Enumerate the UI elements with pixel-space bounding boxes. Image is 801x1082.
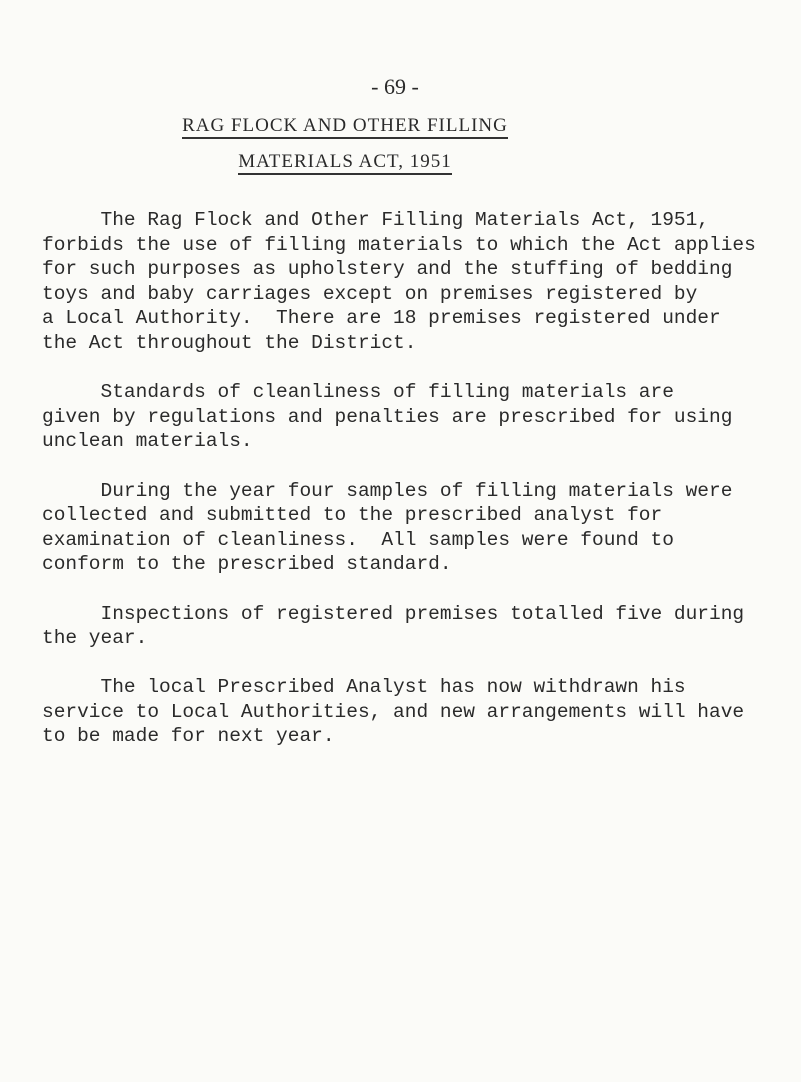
paragraph-line: to be made for next year. [42, 725, 335, 748]
paragraph-line: forbids the use of filling materials to which the Act applies [42, 233, 756, 256]
paragraph-line: collected and submitted to the prescribed analyst for [42, 504, 663, 527]
paragraph [42, 675, 782, 749]
paragraph-line: Inspections of registered premises totalled five during [42, 602, 745, 625]
paragraph [42, 479, 782, 577]
section-title-line-2 [0, 151, 690, 173]
page-number: - 69 - [371, 74, 419, 99]
paragraph [42, 208, 782, 356]
title-text: RAG FLOCK AND OTHER FILLING [182, 115, 508, 139]
document-body [42, 208, 782, 774]
paragraph-line: a Local Authority. There are 18 premises registered under [42, 307, 721, 330]
paragraph-line: examination of cleanliness. All samples were found to [42, 528, 674, 551]
paragraph-line: The Rag Flock and Other Filling Materials Act, 1951, [42, 209, 710, 231]
paragraph-line: toys and baby carriages except on premises registered by [42, 282, 698, 305]
paragraph-line: conform to the prescribed standard. [42, 553, 452, 576]
paragraph-line: service to Local Authorities, and new arrangements will have [42, 700, 745, 723]
paragraph-line: for such purposes as upholstery and the stuffing of bedding [42, 258, 733, 281]
paragraph-line: During the year four samples of filling materials were [42, 479, 733, 502]
paragraph-line: given by regulations and penalties are prescribed for using [42, 405, 733, 428]
paragraph-line: Standards of cleanliness of filling materials are [42, 381, 674, 404]
paragraph-line: the Act throughout the District. [42, 331, 417, 354]
paragraph [42, 602, 782, 651]
title-text: MATERIALS ACT, 1951 [238, 151, 451, 175]
paragraph-line: unclean materials. [42, 430, 253, 453]
section-title-line-1 [0, 115, 690, 137]
paragraph [42, 380, 782, 454]
paragraph-line: The local Prescribed Analyst has now withdrawn his [42, 676, 686, 699]
paragraph-line: the year. [42, 627, 148, 650]
